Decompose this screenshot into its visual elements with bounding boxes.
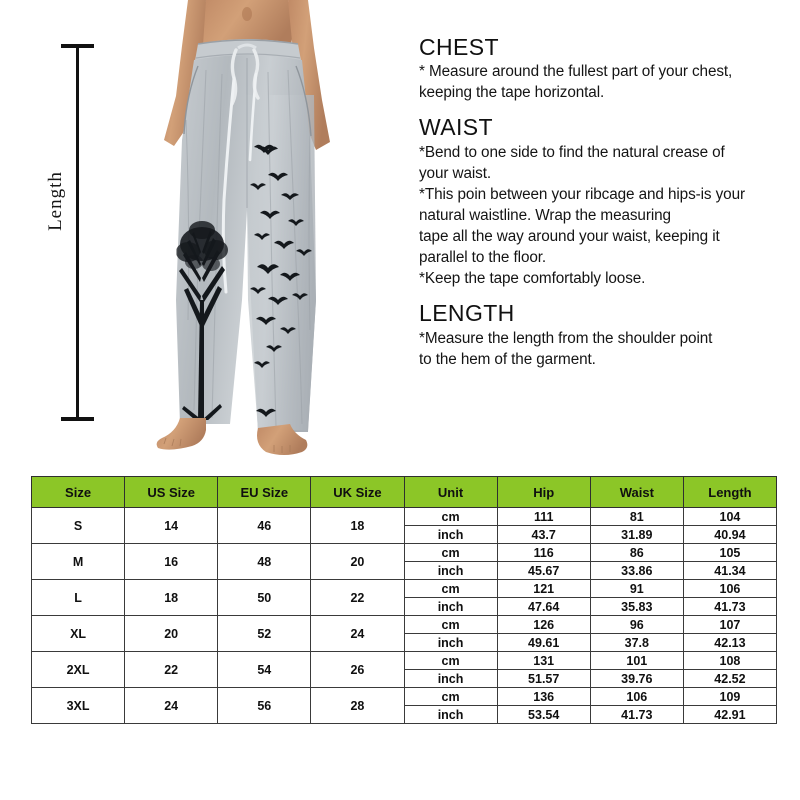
cell-hip: 136 (497, 688, 590, 706)
cell-unit: inch (404, 562, 497, 580)
cell-unit: inch (404, 634, 497, 652)
waist-line-5: tape all the way around your waist, keeping it (419, 228, 720, 246)
cell-waist: 37.8 (590, 634, 683, 652)
cell-us-size: 18 (125, 580, 218, 616)
instruction-section-chest (419, 34, 787, 103)
cell-waist: 106 (590, 688, 683, 706)
cell-unit: inch (404, 670, 497, 688)
cell-size: L (32, 580, 125, 616)
cell-uk-size: 28 (311, 688, 404, 724)
cell-eu-size: 52 (218, 616, 311, 652)
cell-waist: 31.89 (590, 526, 683, 544)
chest-line-2: keeping the tape horizontal. (419, 84, 605, 102)
measuring-instructions (419, 34, 787, 381)
cell-us-size: 24 (125, 688, 218, 724)
cell-hip: 121 (497, 580, 590, 598)
cell-eu-size: 48 (218, 544, 311, 580)
cell-waist: 96 (590, 616, 683, 634)
cell-us-size: 16 (125, 544, 218, 580)
cell-length: 40.94 (683, 526, 776, 544)
waist-line-4: natural waistline. Wrap the measuring (419, 206, 671, 224)
length-line-1: *Measure the length from the shoulder point (419, 329, 713, 347)
cell-waist: 41.73 (590, 706, 683, 724)
cell-eu-size: 54 (218, 652, 311, 688)
cell-length: 105 (683, 544, 776, 562)
cell-size: 3XL (32, 688, 125, 724)
cell-length: 109 (683, 688, 776, 706)
cell-size: M (32, 544, 125, 580)
length-measurement-indicator (38, 40, 118, 425)
size-chart-table (31, 476, 777, 724)
cell-length: 41.34 (683, 562, 776, 580)
cell-uk-size: 18 (311, 508, 404, 544)
cell-length: 42.91 (683, 706, 776, 724)
cell-hip: 111 (497, 508, 590, 526)
cell-size: 2XL (32, 652, 125, 688)
instruction-section-length (419, 300, 787, 369)
cell-unit: cm (404, 688, 497, 706)
table-row (32, 580, 777, 598)
length-arrow-bottom-cap (61, 417, 94, 421)
cell-us-size: 14 (125, 508, 218, 544)
size-chart-table-container (31, 476, 777, 724)
cell-hip: 43.7 (497, 526, 590, 544)
waist-heading: WAIST (419, 114, 493, 141)
column-header-waist: Waist (590, 477, 683, 508)
cell-hip: 53.54 (497, 706, 590, 724)
size-chart-body (32, 508, 777, 724)
cell-hip: 131 (497, 652, 590, 670)
product-photo (118, 0, 408, 466)
cell-waist: 101 (590, 652, 683, 670)
column-header-size: Size (32, 477, 125, 508)
cell-uk-size: 20 (311, 544, 404, 580)
column-header-us-size: US Size (125, 477, 218, 508)
size-chart-header (32, 477, 777, 508)
length-heading: LENGTH (419, 300, 515, 327)
cell-hip: 49.61 (497, 634, 590, 652)
column-header-hip: Hip (497, 477, 590, 508)
table-row (32, 616, 777, 634)
cell-eu-size: 46 (218, 508, 311, 544)
cell-hip: 126 (497, 616, 590, 634)
cell-waist: 91 (590, 580, 683, 598)
cell-uk-size: 26 (311, 652, 404, 688)
cell-waist: 35.83 (590, 598, 683, 616)
waist-line-3: *This poin between your ribcage and hips-is your (419, 185, 745, 203)
cell-size: S (32, 508, 125, 544)
cell-unit: cm (404, 616, 497, 634)
cell-waist: 81 (590, 508, 683, 526)
waist-line-7: *Keep the tape comfortably loose. (419, 270, 646, 288)
cell-unit: inch (404, 526, 497, 544)
table-row (32, 508, 777, 526)
table-row (32, 652, 777, 670)
cell-unit: cm (404, 652, 497, 670)
waist-line-2: your waist. (419, 164, 492, 182)
cell-size: XL (32, 616, 125, 652)
cell-length: 41.73 (683, 598, 776, 616)
table-header-row (32, 477, 777, 508)
column-header-unit: Unit (404, 477, 497, 508)
cell-waist: 39.76 (590, 670, 683, 688)
cell-length: 107 (683, 616, 776, 634)
instruction-section-waist (419, 114, 787, 289)
cell-hip: 51.57 (497, 670, 590, 688)
cell-length: 42.13 (683, 634, 776, 652)
cell-unit: cm (404, 580, 497, 598)
cell-length: 106 (683, 580, 776, 598)
cell-us-size: 20 (125, 616, 218, 652)
cell-us-size: 22 (125, 652, 218, 688)
cell-hip: 45.67 (497, 562, 590, 580)
cell-unit: cm (404, 544, 497, 562)
cell-unit: inch (404, 706, 497, 724)
cell-hip: 47.64 (497, 598, 590, 616)
cell-unit: cm (404, 508, 497, 526)
cell-waist: 86 (590, 544, 683, 562)
waist-line-6: parallel to the floor. (419, 249, 547, 267)
cell-eu-size: 56 (218, 688, 311, 724)
cell-eu-size: 50 (218, 580, 311, 616)
column-header-eu-size: EU Size (218, 477, 311, 508)
cell-length: 108 (683, 652, 776, 670)
length-line-2: to the hem of the garment. (419, 350, 596, 368)
cell-length: 104 (683, 508, 776, 526)
waist-line-1: *Bend to one side to find the natural crease of (419, 143, 725, 161)
column-header-uk-size: UK Size (311, 477, 404, 508)
cell-waist: 33.86 (590, 562, 683, 580)
cell-length: 42.52 (683, 670, 776, 688)
length-measurement-label: Length (45, 171, 66, 231)
table-row (32, 544, 777, 562)
cell-unit: inch (404, 598, 497, 616)
chest-heading: CHEST (419, 34, 499, 60)
length-arrow-line (76, 46, 79, 419)
chest-line-1: * Measure around the fullest part of your chest, (419, 63, 733, 81)
table-row (32, 688, 777, 706)
cell-hip: 116 (497, 544, 590, 562)
cell-uk-size: 24 (311, 616, 404, 652)
cell-uk-size: 22 (311, 580, 404, 616)
column-header-length: Length (683, 477, 776, 508)
